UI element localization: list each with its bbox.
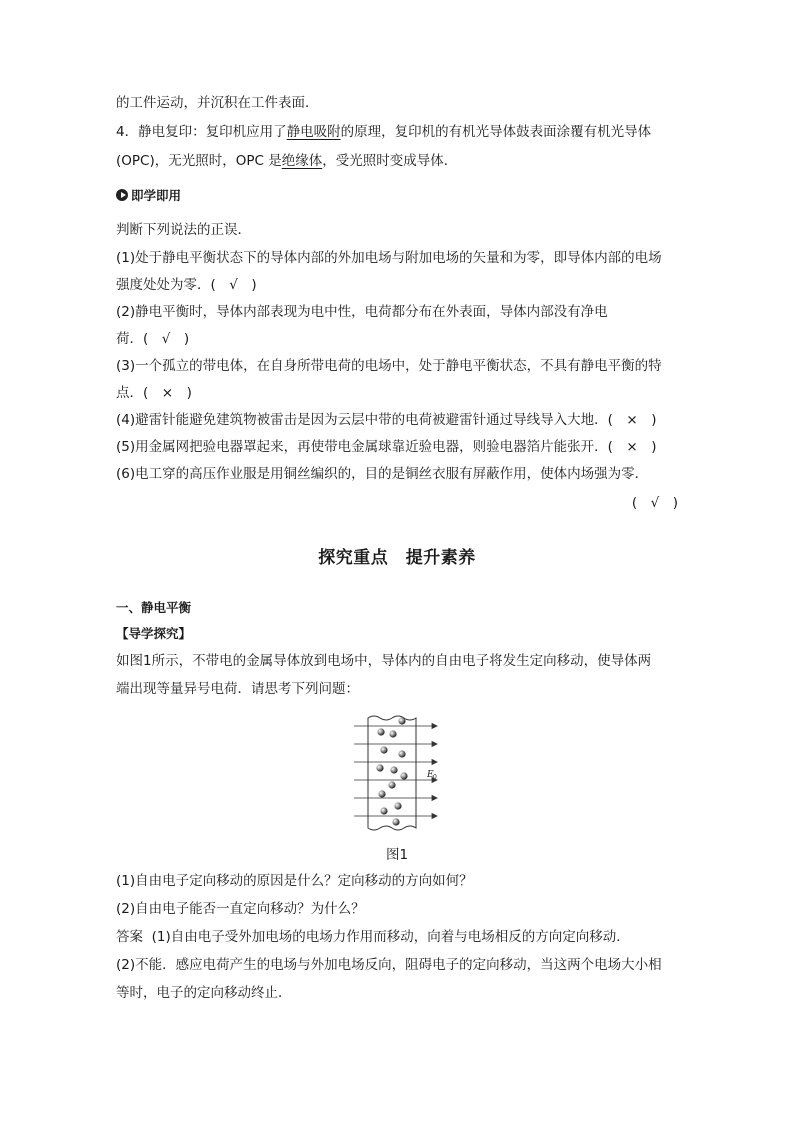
question-4: (4)避雷针能避免建筑物被雷击是因为云层中带的电荷被避雷针通过导线导入大地．( × ): [116, 412, 657, 428]
item-4-line-1: [116, 122, 678, 142]
answer-line-3: 等时，电子的定向移动终止．: [116, 985, 292, 1001]
question-5: (5)用金属网把验电器罩起来，再使带电金属球靠近验电器，则验电器箔片能张开．( × ): [116, 439, 657, 455]
quick-use-label: 即学即用: [131, 188, 182, 203]
question-2-line-2: 荷．( √ ): [116, 331, 190, 347]
field-label-subscript: 0: [433, 774, 437, 781]
figure-1-conductor-diagram: [352, 710, 446, 836]
answer-line-2: (2)不能．感应电荷产生的电场与外加电场反向，阻碍电子的定向移动，当这两个电场大小相: [116, 957, 662, 973]
figure-caption: 图1: [385, 847, 409, 863]
question-3-line-1: (3)一个孤立的带电体，在自身所带电荷的电场中，处于静电平衡状态，不具有静电平衡的特: [116, 358, 662, 374]
question-a1: (1)自由电子定向移动的原因是什么？定向移动的方向如何？: [116, 873, 473, 889]
item-4-text: 的原理，复印机的有机光导体鼓表面涂覆有机光导体: [340, 124, 652, 140]
play-circle-icon: [116, 189, 128, 201]
quick-prompt: 判断下列说法的正误．: [116, 222, 251, 238]
answer-text-1: (1)自由电子受外加电场的电场力作用而移动，向着与电场相反的方向定向移动．: [151, 929, 630, 945]
item-4-line-2: [116, 151, 678, 171]
answer-label: 答案: [116, 929, 143, 945]
question-6: (6)电工穿的高压作业服是用铜丝编织的，目的是铜丝衣服有屏蔽作用，使体内场强为零．: [116, 466, 649, 482]
item-4-prefix: 4．静电复印：复印机应用了: [116, 124, 287, 140]
section-title: 探究重点 提升素养: [318, 548, 476, 568]
intro-line: 的工件运动，并沉积在工件表面．: [116, 95, 319, 111]
answer-line-1: [116, 927, 678, 947]
paragraph-line-1: 如图1所示，不带电的金属导体放到电场中，导体内的自由电子将发生定向移动，使导体两: [116, 653, 652, 669]
underlined-term-electrostatic-adsorption: 静电吸附: [286, 124, 341, 140]
guide-heading: 【导学探究】: [116, 626, 192, 641]
question-2-line-1: (2)静电平衡时，导体内部表现为电中性，电荷都分布在外表面，导体内部没有净电: [116, 304, 608, 320]
item-4-text-a: (OPC)，无光照时，OPC 是: [116, 153, 282, 169]
field-label: E: [427, 770, 434, 780]
underlined-term-insulator: 绝缘体: [281, 153, 323, 169]
item-4-text-b: ，受光照时变成导体．: [322, 153, 458, 169]
paragraph-line-2: 端出现等量异号电荷．请思考下列问题：: [116, 681, 359, 697]
subsection-heading: 一、静电平衡: [116, 600, 192, 615]
question-6-mark: ( √ ): [631, 495, 678, 511]
question-a2: (2)自由电子能否一直定向移动？为什么？: [116, 901, 365, 917]
question-1-line-1: (1)处于静电平衡状态下的导体内部的外加电场与附加电场的矢量和为零，即导体内部的电场: [116, 250, 662, 266]
question-1-line-2: 强度处处为零．( √ ): [116, 277, 257, 293]
quick-use-header: [116, 186, 678, 206]
question-3-line-2: 点．( × ): [116, 385, 192, 401]
